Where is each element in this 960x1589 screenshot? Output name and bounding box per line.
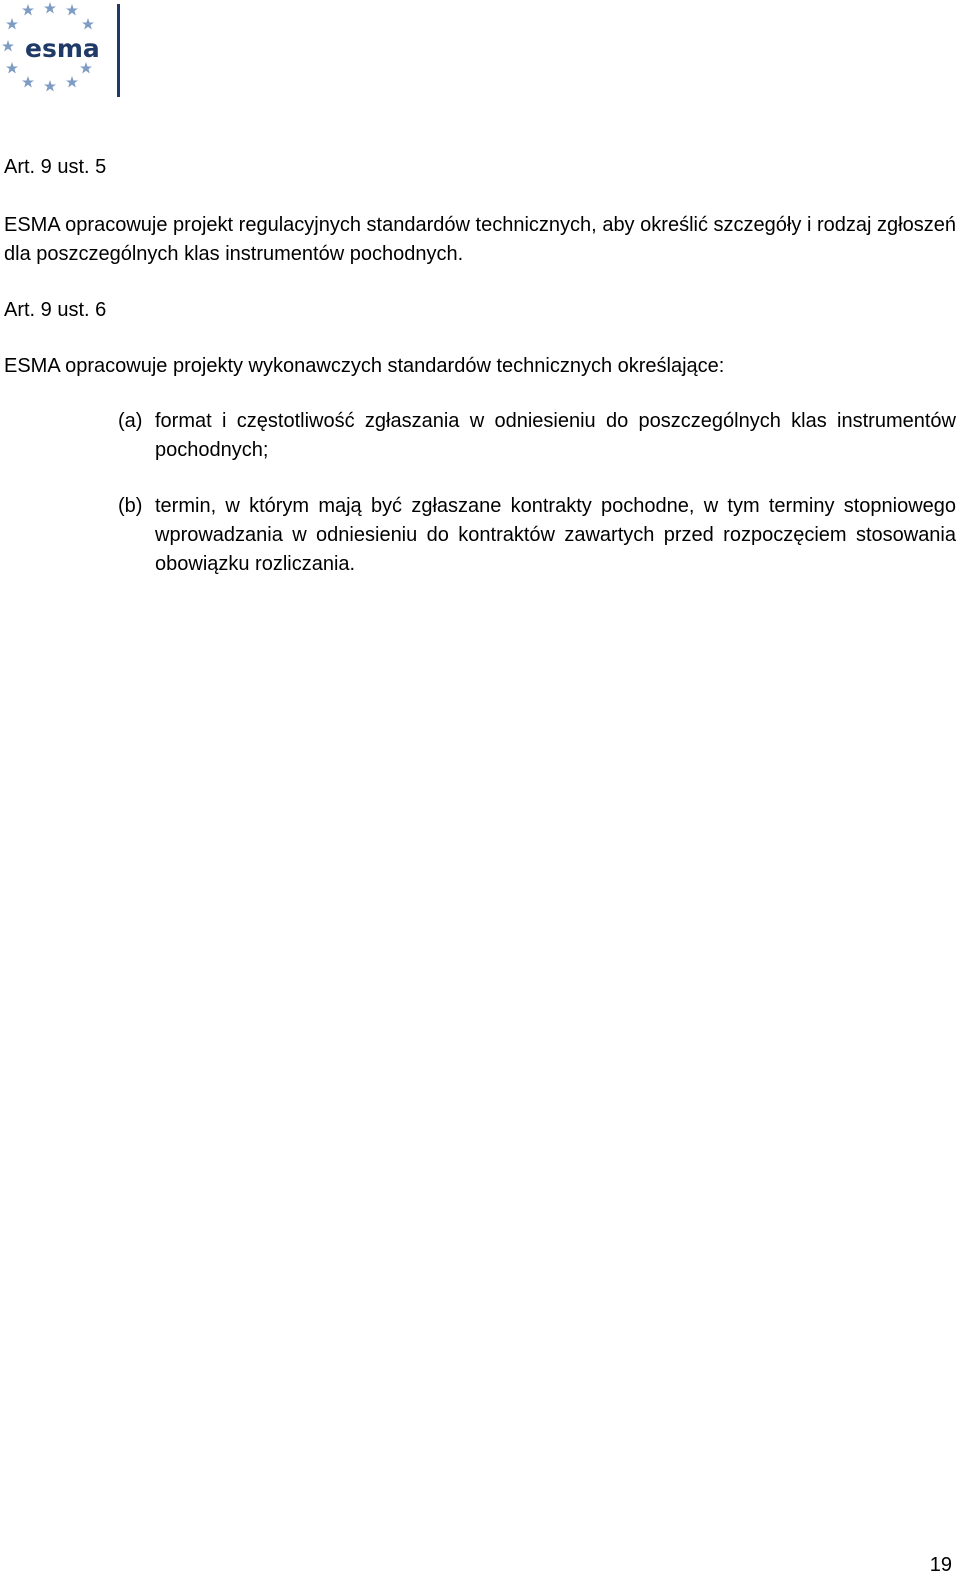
page-number: 19 xyxy=(929,1554,952,1576)
esma-star-ring-icon xyxy=(0,0,115,100)
section-paragraph-2: ESMA opracowuje projekty wykonawczych standardów technicznych określające: xyxy=(4,355,725,377)
esma-wordmark: esma xyxy=(25,34,100,63)
list-text-a: format i częstotliwość zgłaszania w odniesieniu do poszczególnych klas instrumentów pochodnych; xyxy=(155,410,956,461)
list-text-b: termin, w którym mają być zgłaszane kontrakty pochodne, w tym terminy stopniowego wprowadzania w odniesieniu do kontraktów zawartych przed rozpoczęciem stosowania obowiązku rozliczania. xyxy=(155,495,956,575)
list-item-a xyxy=(118,407,956,465)
list-marker-a: (a) xyxy=(118,410,143,432)
list-item-b xyxy=(118,492,956,579)
section-heading-2: Art. 9 ust. 6 xyxy=(4,299,107,321)
esma-logo xyxy=(0,0,125,100)
list-marker-b: (b) xyxy=(118,495,143,517)
section-heading-1: Art. 9 ust. 5 xyxy=(4,156,107,178)
logo-divider xyxy=(117,4,120,97)
section-paragraph-1: ESMA opracowuje projekt regulacyjnych standardów technicznych, aby określić szczegóły i rodzaj zgłoszeń dla poszczególnych klas instrumentów pochodnych. xyxy=(4,214,956,265)
